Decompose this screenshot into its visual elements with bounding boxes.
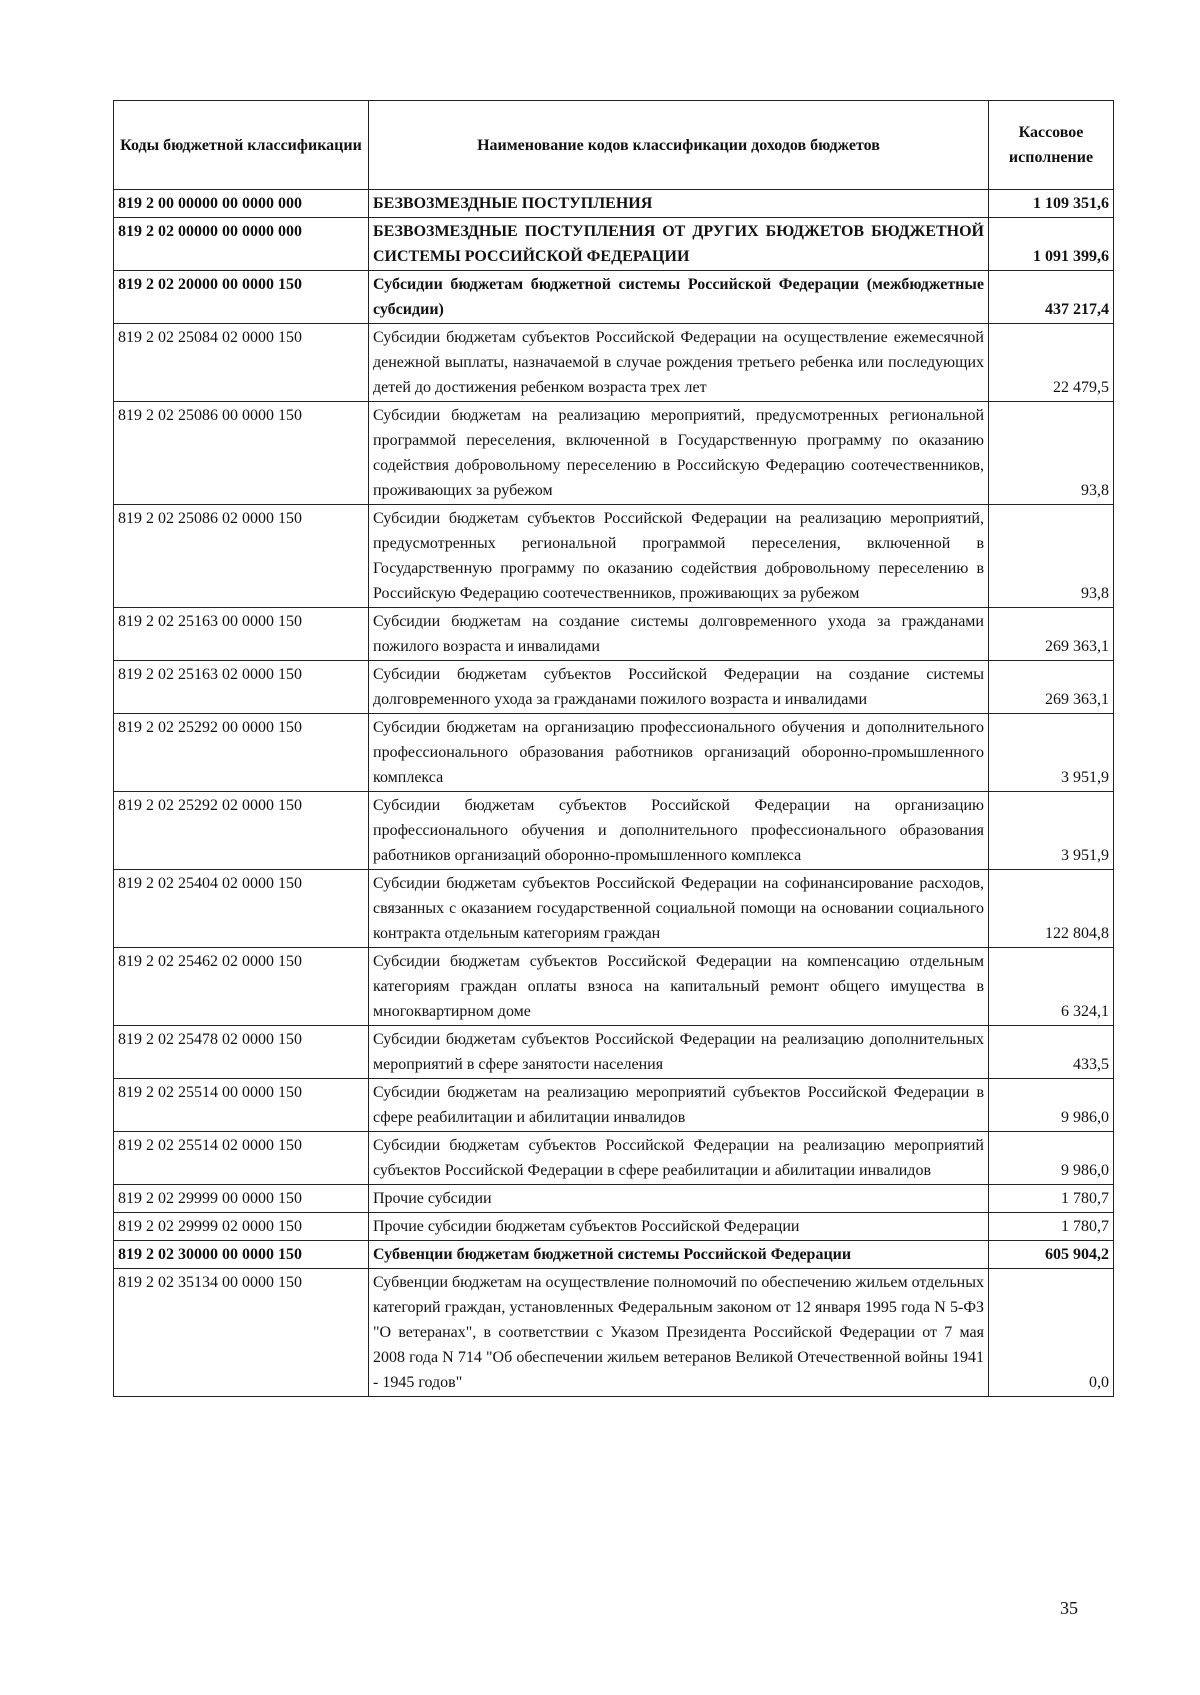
table-row <box>114 1026 1114 1079</box>
row-name: Субсидии бюджетам на реализацию мероприятий субъектов Российской Федерации в сфере реабилитации и абилитации инвалидов <box>369 1079 989 1132</box>
row-sum: 1 780,7 <box>989 1213 1114 1241</box>
document-page <box>113 100 1113 1397</box>
row-name: Субсидии бюджетам субъектов Российской Федерации на софинансирование расходов, связанных с оказанием государственной социальной помощи на основании социального контракта отдельным категориям граждан <box>369 870 989 948</box>
row-code: 819 2 02 29999 02 0000 150 <box>114 1213 369 1241</box>
row-code: 819 2 00 00000 00 0000 000 <box>114 190 369 218</box>
table-row <box>114 1079 1114 1132</box>
row-sum: 1 780,7 <box>989 1185 1114 1213</box>
row-name: Прочие субсидии <box>369 1185 989 1213</box>
table-row <box>114 1213 1114 1241</box>
header-code: Коды бюджетной классификации <box>114 101 369 190</box>
table-row <box>114 1269 1114 1397</box>
row-sum: 269 363,1 <box>989 661 1114 714</box>
row-sum: 605 904,2 <box>989 1241 1114 1269</box>
table-row <box>114 608 1114 661</box>
row-sum: 9 986,0 <box>989 1079 1114 1132</box>
row-code: 819 2 02 25086 02 0000 150 <box>114 505 369 608</box>
row-code: 819 2 02 25462 02 0000 150 <box>114 948 369 1026</box>
row-code: 819 2 02 25163 00 0000 150 <box>114 608 369 661</box>
row-name: БЕЗВОЗМЕЗДНЫЕ ПОСТУПЛЕНИЯ <box>369 190 989 218</box>
table-row <box>114 190 1114 218</box>
row-sum: 9 986,0 <box>989 1132 1114 1185</box>
table-row <box>114 1241 1114 1269</box>
row-name: БЕЗВОЗМЕЗДНЫЕ ПОСТУПЛЕНИЯ ОТ ДРУГИХ БЮДЖЕТОВ БЮДЖЕТНОЙ СИСТЕМЫ РОССИЙСКОЙ ФЕДЕРАЦИИ <box>369 218 989 271</box>
row-code: 819 2 02 25404 02 0000 150 <box>114 870 369 948</box>
row-code: 819 2 02 25478 02 0000 150 <box>114 1026 369 1079</box>
row-sum: 3 951,9 <box>989 792 1114 870</box>
table-row <box>114 271 1114 324</box>
table-row <box>114 324 1114 402</box>
row-sum: 3 951,9 <box>989 714 1114 792</box>
table-row <box>114 1185 1114 1213</box>
row-name: Субсидии бюджетам субъектов Российской Федерации на организацию профессионального обучения и дополнительного профессионального образования работников организаций оборонно-промышленного комплекса <box>369 792 989 870</box>
table-row <box>114 792 1114 870</box>
row-sum: 1 091 399,6 <box>989 218 1114 271</box>
row-name: Субсидии бюджетам субъектов Российской Федерации на создание системы долговременного ухода за гражданами пожилого возраста и инвалидами <box>369 661 989 714</box>
row-name: Субсидии бюджетам на организацию профессионального обучения и дополнительного профессионального образования работников организаций оборонно-промышленного комплекса <box>369 714 989 792</box>
page-number: 35 <box>1060 1598 1078 1618</box>
row-name: Субсидии бюджетам субъектов Российской Федерации на реализацию мероприятий субъектов Российской Федерации в сфере реабилитации и абилитации инвалидов <box>369 1132 989 1185</box>
row-sum: 1 109 351,6 <box>989 190 1114 218</box>
table-row <box>114 402 1114 505</box>
table-body <box>114 190 1114 1397</box>
header-sum: Кассовое исполнение <box>989 101 1114 190</box>
row-sum: 433,5 <box>989 1026 1114 1079</box>
row-code: 819 2 02 00000 00 0000 000 <box>114 218 369 271</box>
row-code: 819 2 02 25163 02 0000 150 <box>114 661 369 714</box>
row-code: 819 2 02 25292 00 0000 150 <box>114 714 369 792</box>
row-code: 819 2 02 25084 02 0000 150 <box>114 324 369 402</box>
table-row <box>114 948 1114 1026</box>
row-name: Субвенции бюджетам на осуществление полномочий по обеспечению жильем отдельных категорий граждан, установленных Федеральным законом от 12 января 1995 года N 5-ФЗ "О ветеранах", в соответствии с Указом Президента Российской Федерации от 7 мая 2008 года N 714 "Об обеспечении жильем ветеранов Великой Отечественной войны 1941 - 1945 годов" <box>369 1269 989 1397</box>
row-sum: 93,8 <box>989 402 1114 505</box>
row-name: Субсидии бюджетам бюджетной системы Российской Федерации (межбюджетные субсидии) <box>369 271 989 324</box>
table-row <box>114 714 1114 792</box>
table-row <box>114 870 1114 948</box>
row-name: Субсидии бюджетам на создание системы долговременного ухода за гражданами пожилого возраста и инвалидами <box>369 608 989 661</box>
row-code: 819 2 02 25086 00 0000 150 <box>114 402 369 505</box>
header-name: Наименование кодов классификации доходов бюджетов <box>369 101 989 190</box>
row-code: 819 2 02 20000 00 0000 150 <box>114 271 369 324</box>
row-sum: 437 217,4 <box>989 271 1114 324</box>
row-code: 819 2 02 25514 00 0000 150 <box>114 1079 369 1132</box>
row-name: Субсидии бюджетам на реализацию мероприятий, предусмотренных региональной программой переселения, включенной в Государственную программу по оказанию содействия добровольному переселению в Российскую Федерацию соотечественников, проживающих за рубежом <box>369 402 989 505</box>
row-name: Субсидии бюджетам субъектов Российской Федерации на реализацию дополнительных мероприятий в сфере занятости населения <box>369 1026 989 1079</box>
row-name: Субвенции бюджетам бюджетной системы Российской Федерации <box>369 1241 989 1269</box>
row-code: 819 2 02 30000 00 0000 150 <box>114 1241 369 1269</box>
table-row <box>114 218 1114 271</box>
row-sum: 0,0 <box>989 1269 1114 1397</box>
row-code: 819 2 02 35134 00 0000 150 <box>114 1269 369 1397</box>
row-sum: 22 479,5 <box>989 324 1114 402</box>
row-sum: 122 804,8 <box>989 870 1114 948</box>
table-row <box>114 661 1114 714</box>
row-sum: 269 363,1 <box>989 608 1114 661</box>
table-header-row <box>114 101 1114 190</box>
row-sum: 6 324,1 <box>989 948 1114 1026</box>
row-sum: 93,8 <box>989 505 1114 608</box>
row-name: Прочие субсидии бюджетам субъектов Российской Федерации <box>369 1213 989 1241</box>
table-row <box>114 1132 1114 1185</box>
row-code: 819 2 02 25292 02 0000 150 <box>114 792 369 870</box>
table-row <box>114 505 1114 608</box>
row-name: Субсидии бюджетам субъектов Российской Федерации на реализацию мероприятий, предусмотренных региональной программой переселения, включенной в Государственную программу по оказанию содействия добровольному переселению в Российскую Федерацию соотечественников, проживающих за рубежом <box>369 505 989 608</box>
budget-table <box>113 100 1114 1397</box>
row-name: Субсидии бюджетам субъектов Российской Федерации на компенсацию отдельным категориям граждан оплаты взноса на капитальный ремонт общего имущества в многоквартирном доме <box>369 948 989 1026</box>
row-code: 819 2 02 25514 02 0000 150 <box>114 1132 369 1185</box>
row-name: Субсидии бюджетам субъектов Российской Федерации на осуществление ежемесячной денежной выплаты, назначаемой в случае рождения третьего ребенка или последующих детей до достижения ребенком возраста трех лет <box>369 324 989 402</box>
row-code: 819 2 02 29999 00 0000 150 <box>114 1185 369 1213</box>
